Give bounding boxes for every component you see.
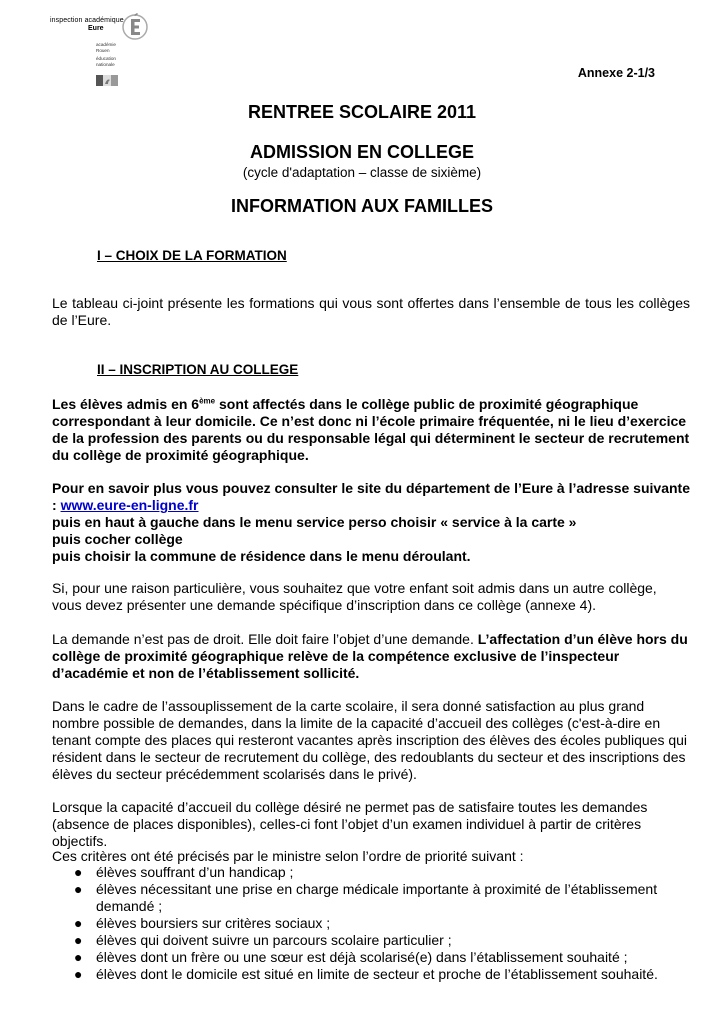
logo-e-emblem-icon bbox=[122, 12, 148, 42]
list-item bbox=[52, 915, 692, 932]
bullet-icon: ● bbox=[74, 864, 83, 880]
logo-text-line2: Eure bbox=[88, 25, 104, 32]
site-info-step-commune: puis choisir la commune de résidence dans le menu déroulant. bbox=[52, 548, 471, 564]
paragraph-criteres-intro: Ces critères ont été précisés par le ministre selon l’ordre de priorité suivant : bbox=[52, 848, 524, 864]
marianne-flag-icon bbox=[96, 75, 118, 86]
bullet-icon: ● bbox=[74, 966, 83, 982]
inspection-academique-logo bbox=[50, 12, 146, 92]
title-rentree: RENTREE SCOLAIRE 2011 bbox=[247, 102, 477, 122]
eure-en-ligne-link[interactable]: www.eure-en-ligne.fr bbox=[60, 497, 199, 513]
logo-small-text: Rouen bbox=[96, 48, 110, 53]
paragraph-demande-droit bbox=[52, 631, 690, 682]
section-heading-inscription: II – INSCRIPTION AU COLLEGE bbox=[97, 362, 299, 377]
title-information: INFORMATION AUX FAMILLES bbox=[231, 196, 493, 216]
section-heading-choix: I – CHOIX DE LA FORMATION bbox=[97, 248, 287, 263]
site-info-step-menu: puis en haut à gauche dans le menu service perso choisir « service à la carte » bbox=[52, 514, 577, 530]
logo-small-text: académie bbox=[96, 42, 116, 47]
paragraph-assouplissement: Dans le cadre de l’assouplissement de la carte scolaire, il sera donné satisfaction au plus grand nombre possible de demandes, dans la limite de la capacité d’accueil des collèges (c'est-à-dire en tenant compte des places qui resteront vacantes après inscription des élèves des écoles publiques qui résident dans le secteur de recrutement du collège, des redoublants du secteur et des inscriptions des élèves du secteur précédemment scolarisés dans le privé). bbox=[52, 698, 688, 782]
paragraph-affectation bbox=[52, 396, 690, 464]
list-item bbox=[52, 949, 692, 966]
list-item bbox=[52, 881, 692, 915]
logo-text-line1: inspection académique bbox=[50, 17, 124, 24]
logo-small-text: nationale bbox=[96, 62, 115, 67]
criteria-list bbox=[52, 864, 692, 983]
paragraph-affectation-rest: sont affectés dans le collège public de proximité géographique correspondant à leur domicile. Ce n’est donc ni l’école primaire fréquentée, ni le lieu d’exercice de la profession des parents ou du responsable légal qui déterminent le secteur de recrutement du collège de proximité géographique. bbox=[52, 396, 690, 463]
affectation-competence-text: L’affectation d’un élève hors du collège de proximité géographique relève de la compétence exclusive de l’inspecteur d’académie et non de l’établissement sollicité. bbox=[52, 631, 688, 681]
criteria-text: élèves souffrant d’un handicap ; bbox=[96, 864, 294, 880]
bullet-icon: ● bbox=[74, 932, 83, 948]
paragraph-capacite-accueil: Lorsque la capacité d’accueil du collège désiré ne permet pas de satisfaire toutes les demandes (absence de places disponibles), celles-ci font l’objet d’un examen individuel à partir de critères objectifs. bbox=[52, 799, 648, 849]
logo-small-text: éducation bbox=[96, 56, 116, 61]
criteria-text: élèves dont un frère ou une sœur est déjà scolarisé(e) dans l’établissement souhaité ; bbox=[96, 949, 628, 965]
list-item bbox=[52, 932, 692, 949]
subtitle-cycle: (cycle d'adaptation – classe de sixième) bbox=[242, 165, 482, 180]
criteria-text: élèves boursiers sur critères sociaux ; bbox=[96, 915, 331, 931]
criteria-text: élèves nécessitant une prise en charge médicale importante à proximité de l’établissement demandé ; bbox=[96, 881, 658, 914]
paragraph-formations: Le tableau ci-joint présente les formations qui vous sont offertes dans l’ensemble de tous les collèges de l’Eure. bbox=[52, 295, 690, 328]
list-item bbox=[52, 864, 692, 881]
bullet-icon: ● bbox=[74, 949, 83, 965]
site-info-intro: Pour en savoir plus vous pouvez consulter le site du département de l’Eure à l’adresse suivante : bbox=[52, 480, 690, 513]
criteria-text: élèves dont le domicile est situé en limite de secteur et proche de l’établissement souhaité. bbox=[96, 966, 658, 982]
paragraph-demande-specifique: Si, pour une raison particulière, vous souhaitez que votre enfant soit admis dans un autre collège, vous devez présenter une demande spécifique d’inscription dans ce collège (annexe 4). bbox=[52, 580, 657, 613]
bullet-icon: ● bbox=[74, 915, 83, 931]
demande-droit-text: La demande n’est pas de droit. Elle doit faire l’objet d’une demande. bbox=[52, 631, 478, 647]
criteria-text: élèves qui doivent suivre un parcours scolaire particulier ; bbox=[96, 932, 452, 948]
list-item bbox=[52, 966, 692, 983]
superscript-eme: ème bbox=[199, 396, 216, 406]
bullet-icon: ● bbox=[74, 881, 83, 897]
paragraph-affectation-start: Les élèves admis en 6 bbox=[52, 396, 200, 412]
title-admission: ADMISSION EN COLLEGE bbox=[249, 142, 474, 162]
annexe-label: Annexe 2-1/3 bbox=[577, 66, 655, 80]
paragraph-site-info bbox=[52, 480, 690, 565]
site-info-step-cocher: puis cocher collège bbox=[52, 531, 183, 547]
